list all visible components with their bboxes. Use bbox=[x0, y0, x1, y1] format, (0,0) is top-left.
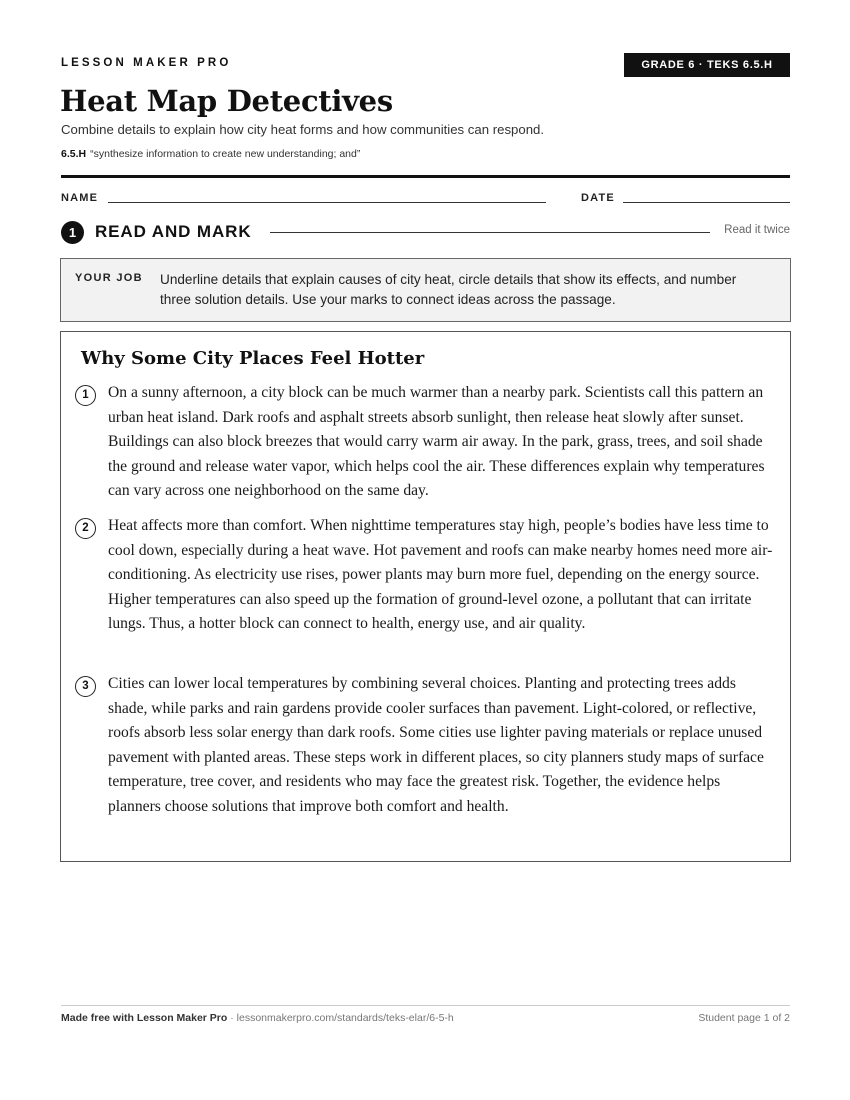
section-note: Read it twice bbox=[724, 224, 790, 236]
paragraph-number-2: 2 bbox=[75, 518, 96, 539]
job-text: Underline details that explain causes of city heat, circle details that show its effects, and number three solution details. Use your marks to connect ideas across the passage. bbox=[160, 272, 737, 307]
job-instructions-box bbox=[60, 258, 791, 322]
name-label: NAME bbox=[61, 192, 99, 204]
footer-credit bbox=[61, 1012, 454, 1024]
standard-text: “synthesize information to create new understanding; and” bbox=[90, 148, 361, 160]
standard-line bbox=[61, 148, 360, 160]
page-title: Heat Map Detectives bbox=[60, 84, 393, 118]
section-rule bbox=[270, 232, 710, 233]
page-subtitle: Combine details to explain how city heat forms and how communities can respond. bbox=[61, 122, 545, 137]
header-divider bbox=[61, 175, 790, 178]
name-field[interactable] bbox=[108, 202, 546, 203]
brand-name: LESSON MAKER PRO bbox=[61, 57, 232, 69]
paragraph-1: On a sunny afternoon, a city block can be much warmer than a nearby park. Scientists call this pattern an urban heat island. Dark roofs and asphalt streets absorb sunlight, then release heat slowly after sunset. Buildings can also block breezes that would carry warm air away. In the park, grass, trees, and soil shade the ground and release water vapor, which helps cool the air. These differences explain why temperatures can vary across one neighborhood on the same day. bbox=[108, 384, 765, 500]
footer-made-with: Made free with Lesson Maker Pro bbox=[61, 1012, 228, 1024]
paragraph-2: Heat affects more than comfort. When nighttime temperatures stay high, people’s bodies have less time to cool down, especially during a heat wave. Hot pavement and roofs can make nearby homes need more air-conditioning. As electricity use rises, power plants may burn more fuel, depending on the energy source. Higher temperatures can also speed up the formation of ground-level ozone, a pollutant that can irritate lungs. Thus, a hotter block can connect to health, energy use, and air quality. bbox=[108, 517, 773, 633]
grade-badge: GRADE 6 · TEKS 6.5.H bbox=[624, 53, 790, 77]
reading-passage bbox=[60, 331, 791, 862]
date-field[interactable] bbox=[623, 202, 790, 203]
footer-separator: · bbox=[227, 1012, 237, 1024]
section-title: READ AND MARK bbox=[95, 222, 252, 241]
paragraph-3: Cities can lower local temperatures by combining several choices. Planting and protecting trees adds shade, while parks and rain gardens provide cooler surfaces than pavement. Light-colored, or reflective, roofs absorb less solar energy than dark roofs. Some cities use lighter paving materials or replace unused pavement with planted areas. These steps work in different places, so city planners study maps of surface temperature, tree cover, and residents who may face the greatest risk. Together, the evidence helps planners choose solutions that improve both comfort and health. bbox=[108, 675, 764, 815]
date-label: DATE bbox=[581, 192, 615, 204]
footer-page-number: Student page 1 of 2 bbox=[698, 1012, 790, 1024]
section-header bbox=[61, 220, 790, 244]
footer-divider bbox=[61, 1005, 790, 1006]
passage-title: Why Some City Places Feel Hotter bbox=[81, 348, 425, 369]
paragraph-number-1: 1 bbox=[75, 385, 96, 406]
paragraph-number-3: 3 bbox=[75, 676, 96, 697]
standard-code: 6.5.H bbox=[61, 148, 87, 160]
step-number-badge: 1 bbox=[61, 221, 84, 244]
job-label: YOUR JOB bbox=[75, 272, 143, 284]
footer-url[interactable]: lessonmakerpro.com/standards/teks-elar/6-5-h bbox=[236, 1012, 454, 1024]
